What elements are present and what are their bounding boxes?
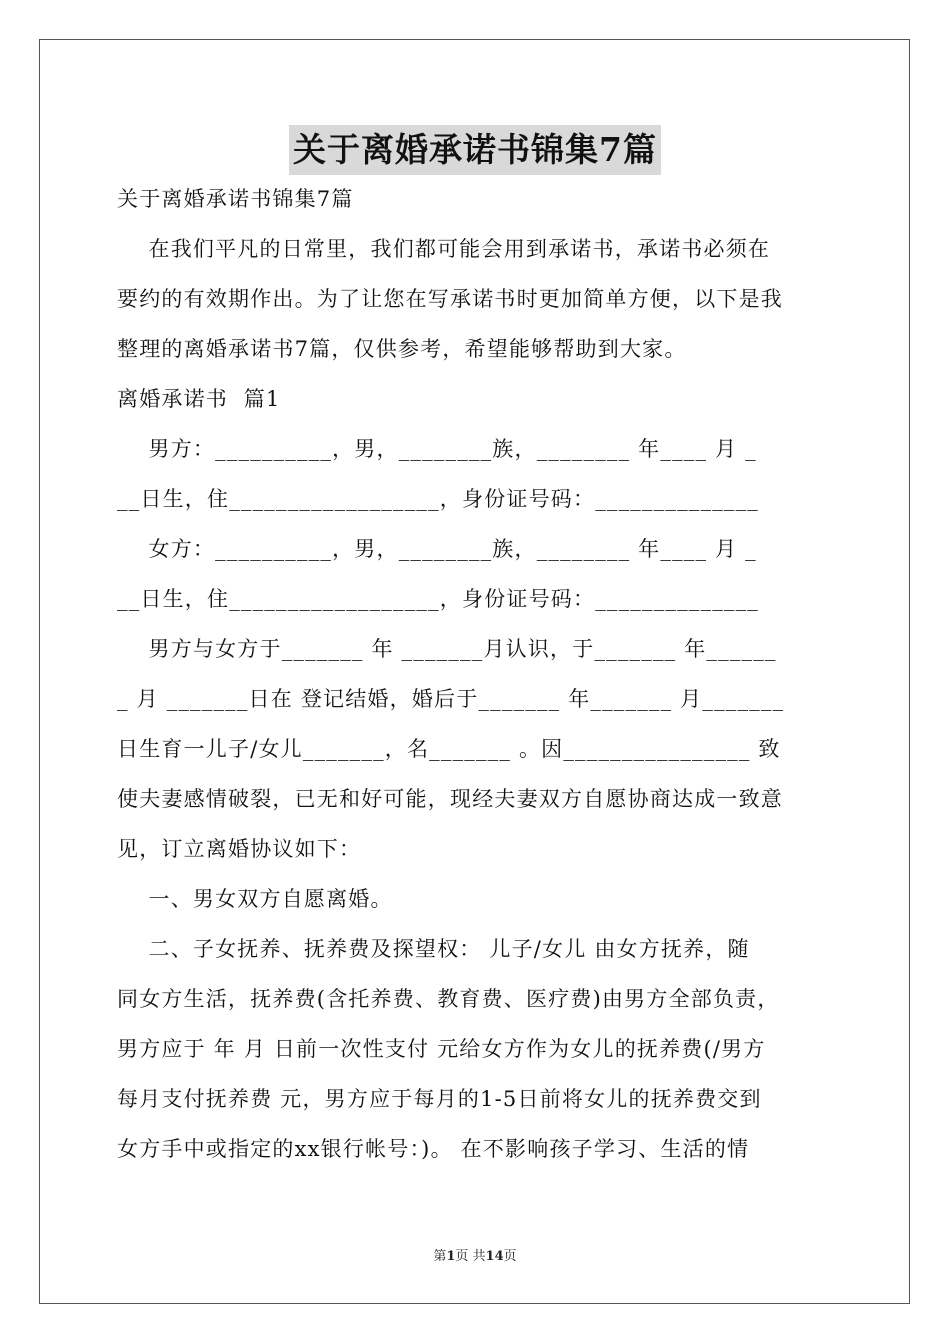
document-title: 关于离婚承诺书锦集7篇 bbox=[289, 125, 661, 175]
text-line: __日生，住__________________，身份证号码：______________ bbox=[117, 587, 759, 611]
page-footer bbox=[0, 1245, 950, 1264]
text-line: 关于离婚承诺书锦集7篇 bbox=[117, 187, 354, 211]
text-line: 一、男女双方自愿离婚。 bbox=[117, 887, 393, 911]
page-prefix: 第 bbox=[433, 1249, 447, 1264]
text-line: 在我们平凡的日常里，我们都可能会用到承诺书，承诺书必须在 bbox=[117, 237, 771, 261]
page-total: 14 bbox=[485, 1249, 504, 1264]
text-line: 同女方生活，抚养费(含托养费、教育费、医疗费)由男方全部负责， bbox=[117, 987, 780, 1011]
text-line: 女方手中或指定的xx银行帐号：)。 在不影响孩子学习、生活的情 bbox=[117, 1137, 750, 1161]
text-line: 男方应于 年 月 日前一次性支付 元给女方作为女儿的抚养费(/男方 bbox=[117, 1037, 766, 1061]
text-line: __日生，住__________________，身份证号码：______________ bbox=[117, 487, 759, 511]
text-line: 要约的有效期作出。为了让您在写承诺书时更加简单方便，以下是我 bbox=[117, 287, 783, 311]
text-line: 使夫妻感情破裂，已无和好可能，现经夫妻双方自愿协商达成一致意 bbox=[117, 787, 783, 811]
page-suffix: 页 bbox=[503, 1249, 517, 1264]
page-number: 1 bbox=[446, 1249, 456, 1264]
title-container bbox=[0, 125, 950, 175]
text-line: 见，订立离婚协议如下： bbox=[117, 837, 362, 861]
text-line: 男方与女方于_______ 年 _______月认识，于_______ 年______ bbox=[117, 637, 777, 661]
section-heading: 离婚承诺书 篇1 bbox=[117, 387, 281, 411]
text-line: 每月支付抚养费 元，男方应于每月的1-5日前将女儿的抚养费交到 bbox=[117, 1087, 762, 1111]
text-line: _ 月 _______日在 登记结婚，婚后于_______ 年_______ 月_______ bbox=[117, 687, 785, 711]
page-mid: 页 共 bbox=[455, 1249, 486, 1264]
page-border bbox=[39, 39, 910, 1304]
text-line: 日生育一儿子/女儿_______，名_______ 。因________________ 致 bbox=[117, 737, 781, 761]
text-line: 女方：__________，男，________族，________ 年____ 月 _ bbox=[117, 537, 757, 561]
text-line: 男方：__________，男，________族，________ 年____ 月 _ bbox=[117, 437, 757, 461]
text-line: 二、子女抚养、抚养费及探望权： 儿子/女儿 由女方抚养，随 bbox=[117, 937, 750, 961]
text-line: 整理的离婚承诺书7篇，仅供参考，希望能够帮助到大家。 bbox=[117, 337, 687, 361]
